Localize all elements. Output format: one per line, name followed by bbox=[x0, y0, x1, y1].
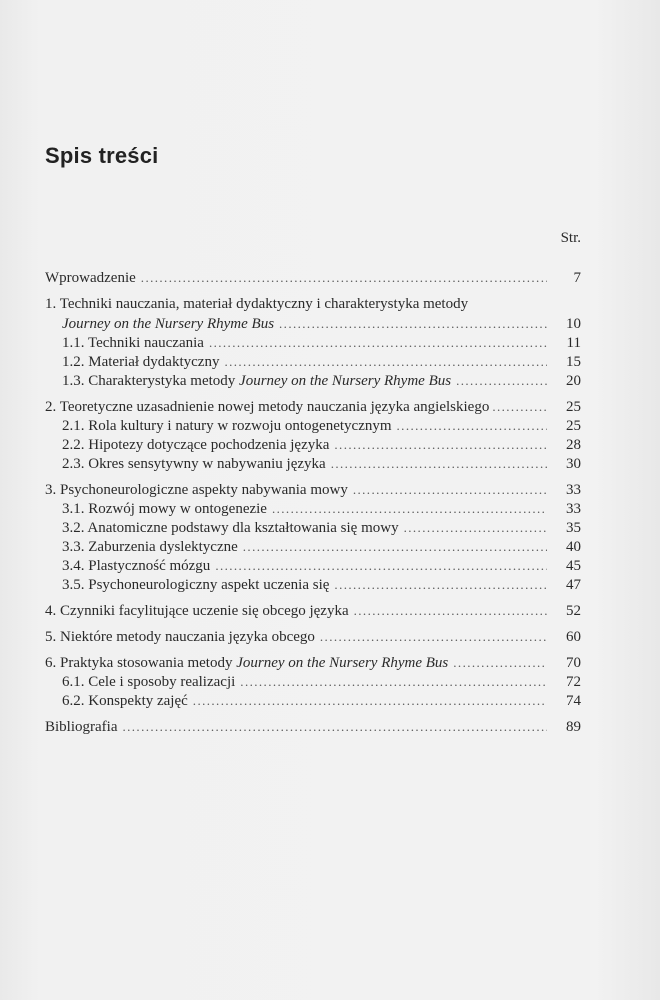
toc-page-number: 28 bbox=[566, 437, 581, 453]
toc-entry-2-2 bbox=[45, 435, 581, 454]
toc-page-number: 30 bbox=[566, 456, 581, 472]
toc-entry-intro bbox=[45, 268, 581, 287]
toc-entry-3-5 bbox=[45, 575, 581, 594]
toc-entry-6-2 bbox=[45, 691, 581, 710]
toc-entry-2-3 bbox=[45, 454, 581, 473]
toc-entry-chapter-3 bbox=[45, 480, 581, 499]
toc-label: 1.1. Techniki nauczania bbox=[62, 335, 204, 351]
leader-dots bbox=[272, 499, 547, 518]
toc-page-number: 10 bbox=[566, 316, 581, 332]
toc-entry-chapter-2 bbox=[45, 397, 581, 416]
method-title-italic: Journey on the Nursery Rhyme Bus bbox=[62, 316, 275, 332]
toc-label: 3.5. Psychoneurologiczny aspekt uczenia się bbox=[62, 577, 330, 593]
toc-entry-1-3 bbox=[45, 371, 581, 390]
toc-label bbox=[45, 654, 448, 673]
toc-entry-chapter-1 bbox=[45, 314, 581, 333]
toc-page-number: 74 bbox=[566, 693, 581, 709]
toc-label: 3.3. Zaburzenia dyslektyczne bbox=[62, 539, 238, 555]
toc-page-number: 52 bbox=[566, 603, 581, 619]
toc-label: 6.2. Konspekty zajęć bbox=[62, 693, 188, 709]
toc-page-number: 7 bbox=[573, 270, 581, 286]
method-title-italic: Journey on the Nursery Rhyme Bus bbox=[236, 655, 449, 671]
leader-dots bbox=[492, 397, 549, 416]
toc-page-number: 15 bbox=[566, 354, 581, 370]
leader-dots bbox=[243, 537, 547, 556]
leader-dots bbox=[353, 480, 547, 499]
leader-dots bbox=[320, 627, 547, 646]
toc-label: 3.2. Anatomiczne podstawy dla kształtowania się mowy bbox=[62, 520, 399, 536]
toc-page-number: 25 bbox=[566, 399, 581, 415]
leader-dots bbox=[397, 416, 547, 435]
method-title-italic: Journey on the Nursery Rhyme Bus bbox=[239, 373, 452, 389]
toc-entry-1-2 bbox=[45, 352, 581, 371]
toc-label: 4. Czynniki facylitujące uczenie się obcego języka bbox=[45, 603, 349, 619]
toc-entry-1-1 bbox=[45, 333, 581, 352]
toc-entry-bibliography bbox=[45, 717, 581, 736]
toc-label: Wprowadzenie bbox=[45, 270, 136, 286]
toc-label: 6.1. Cele i sposoby realizacji bbox=[62, 674, 236, 690]
leader-dots bbox=[456, 371, 547, 390]
toc-label: 3.4. Plastyczność mózgu bbox=[62, 558, 211, 574]
toc-label-prefix: 1.3. Charakterystyka metody bbox=[62, 373, 240, 389]
toc-label-prefix: 6. Praktyka stosowania metody bbox=[45, 655, 237, 671]
toc-entry-3-4 bbox=[45, 556, 581, 575]
toc-page-number: 25 bbox=[566, 418, 581, 434]
leader-dots bbox=[240, 672, 547, 691]
toc-entry-6-1 bbox=[45, 672, 581, 691]
toc-label: 1.2. Materiał dydaktyczny bbox=[62, 354, 220, 370]
leader-dots bbox=[209, 333, 547, 352]
leader-dots bbox=[279, 314, 547, 333]
toc-page-number: 35 bbox=[566, 520, 581, 536]
page-title: Spis treści bbox=[45, 143, 159, 168]
toc-page-number: 45 bbox=[566, 558, 581, 574]
toc-entry-chapter-4 bbox=[45, 601, 581, 620]
leader-dots bbox=[334, 435, 547, 454]
toc-page-number: 33 bbox=[566, 482, 581, 498]
toc-label bbox=[62, 315, 274, 334]
leader-dots bbox=[193, 691, 547, 710]
toc-page-number: 60 bbox=[566, 629, 581, 645]
leader-dots bbox=[331, 454, 547, 473]
leader-dots bbox=[141, 268, 547, 287]
toc-label: 5. Niektóre metody nauczania języka obcego bbox=[45, 629, 315, 645]
toc-page-number: 11 bbox=[566, 335, 581, 351]
leader-dots bbox=[404, 518, 547, 537]
toc-page-number: 47 bbox=[566, 577, 581, 593]
toc-page-number: 89 bbox=[566, 719, 581, 735]
toc-label: Bibliografia bbox=[45, 719, 118, 735]
toc-label: 2.1. Rola kultury i natury w rozwoju ontogenetycznym bbox=[62, 418, 392, 434]
page-column-label: Str. bbox=[560, 230, 581, 246]
leader-dots bbox=[224, 352, 547, 371]
toc-page-number: 40 bbox=[566, 539, 581, 555]
toc-entry-3-2 bbox=[45, 518, 581, 537]
leader-dots bbox=[122, 717, 547, 736]
leader-dots bbox=[354, 601, 547, 620]
toc-page-number: 72 bbox=[566, 674, 581, 690]
leader-dots bbox=[453, 653, 547, 672]
toc-entry-2-1 bbox=[45, 416, 581, 435]
toc-page-number: 33 bbox=[566, 501, 581, 517]
table-of-contents bbox=[45, 268, 581, 736]
toc-label: 3. Psychoneurologiczne aspekty nabywania mowy bbox=[45, 482, 348, 498]
toc-page-number: 70 bbox=[566, 655, 581, 671]
toc-page-number: 20 bbox=[566, 373, 581, 389]
toc-label bbox=[62, 372, 451, 391]
toc-label: 2.2. Hipotezy dotyczące pochodzenia języka bbox=[62, 437, 330, 453]
toc-entry-3-1 bbox=[45, 499, 581, 518]
leader-dots bbox=[215, 556, 547, 575]
toc-entry-3-3 bbox=[45, 537, 581, 556]
toc-chapter-1-heading: 1. Techniki nauczania, materiał dydaktyczny i charakterystyka metody bbox=[45, 296, 469, 312]
toc-label: 2. Teoretyczne uzasadnienie nowej metody nauczania języka angielskiego bbox=[45, 399, 490, 415]
toc-entry-chapter-5 bbox=[45, 627, 581, 646]
toc-entry-chapter-6 bbox=[45, 653, 581, 672]
toc-label: 3.1. Rozwój mowy w ontogenezie bbox=[62, 501, 267, 517]
toc-label: 2.3. Okres sensytywny w nabywaniu języka bbox=[62, 456, 326, 472]
leader-dots bbox=[334, 575, 547, 594]
